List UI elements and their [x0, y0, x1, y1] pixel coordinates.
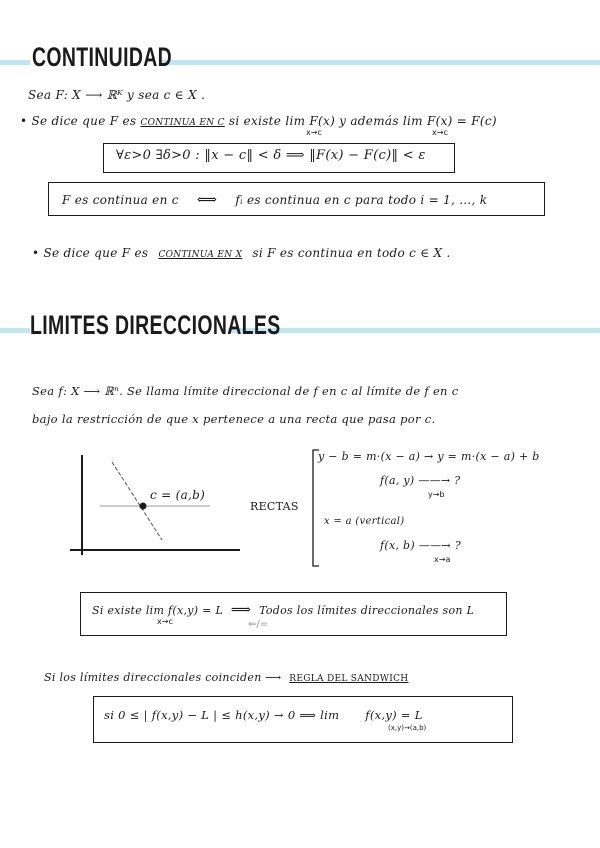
keyword-continua-en-x: CONTINUA EN X	[158, 250, 243, 260]
text: si F es continua en todo c ∈ X .	[252, 246, 451, 260]
components-statement	[62, 192, 487, 208]
limit-along-y: f(a, y) ——→ ?	[380, 474, 461, 487]
text: F es continua en c	[62, 193, 179, 207]
implies-arrow: ⟹	[230, 602, 252, 618]
sandwich-statement	[104, 708, 423, 722]
directional-limit-def-2: bajo la restricción de que x pertenece a una recta que pasa por c.	[32, 412, 436, 426]
section-title-continuidad: CONTINUIDAD	[32, 42, 173, 72]
converse-not-true: ⇐/=	[248, 619, 269, 630]
lim-subscript-2: x→c	[432, 128, 448, 137]
text: si 0 ≤ | f(x,y) − L | ≤ h(x,y) → 0 ⟹ lim	[104, 708, 340, 722]
text: si existe lim F(x) y además lim F(x) = F(c)	[228, 114, 497, 128]
brace	[305, 448, 321, 570]
directional-diagram	[60, 450, 245, 560]
title-highlight-left-2	[0, 328, 30, 333]
keyword-continua-en-c: CONTINUA EN C	[140, 118, 225, 128]
directional-limit-def-1: Sea f: X ⟶ ℝⁿ. Se llama límite direccional de f en c al límite de f en c	[32, 384, 459, 398]
limit-along-y-sub: y→b	[428, 490, 445, 499]
text: f(x,y) = L	[365, 708, 423, 722]
title-highlight-left	[0, 60, 30, 65]
vertical-line-equation: x = a (vertical)	[324, 516, 405, 527]
text: • Se dice que F es	[20, 114, 137, 128]
line-equation: y − b = m·(x − a) → y = m·(x − a) + b	[318, 450, 540, 463]
text: fᵢ es continua en c para todo i = 1, …, k	[235, 193, 488, 207]
title-highlight-right-2	[228, 328, 600, 333]
rectas-label: RECTAS	[250, 500, 299, 513]
point-c-label: c = (a,b)	[150, 488, 206, 502]
limit-along-x-sub: x→a	[434, 555, 451, 564]
continuity-on-set	[32, 246, 451, 260]
definition-line: Sea F: X ⟶ ℝᴷ y sea c ∈ X .	[28, 88, 206, 102]
title-highlight-right	[160, 60, 600, 65]
iff-arrow: ⟺	[196, 192, 218, 208]
text: Si los límites direccionales coinciden ⟶	[44, 671, 282, 684]
text: Si existe lim f(x,y) = L	[92, 604, 224, 617]
keyword-sandwich: REGLA DEL SANDWICH	[289, 674, 409, 684]
epsilon-delta-formula: ∀ε>0 ∃δ>0 : ‖x − c‖ < δ ⟹ ‖F(x) − F(c)‖ < ε	[116, 148, 426, 163]
existence-statement	[92, 602, 474, 618]
existence-sub: x→c	[157, 617, 173, 626]
section-title-limites: LIMITES DIRECCIONALES	[30, 310, 281, 340]
lim-subscript-1: x→c	[306, 128, 322, 137]
text: • Se dice que F es	[32, 246, 149, 260]
text: Todos los límites direccionales son L	[259, 604, 475, 617]
sandwich-intro	[44, 671, 408, 684]
continuity-definition	[20, 114, 497, 128]
limit-along-x: f(x, b) ——→ ?	[380, 539, 461, 552]
sandwich-sub: (x,y)→(a,b)	[388, 724, 427, 732]
